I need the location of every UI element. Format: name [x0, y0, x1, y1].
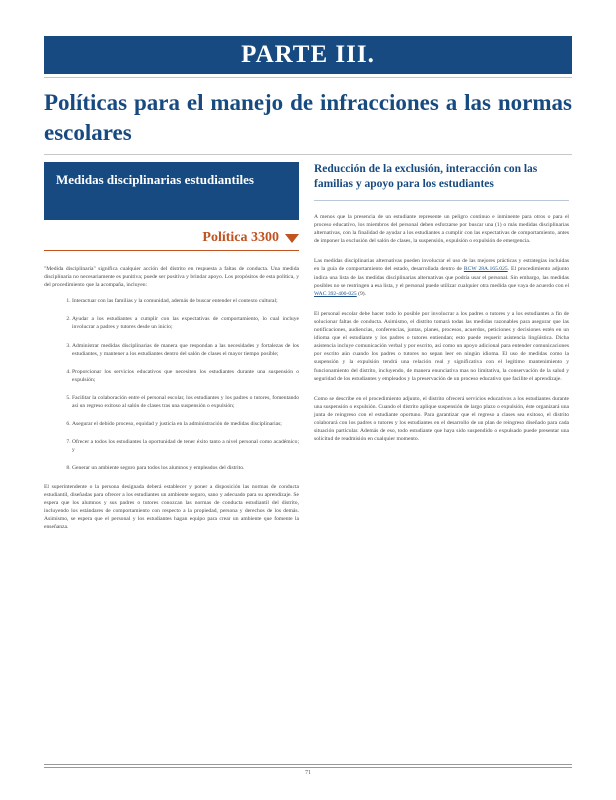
page-number: 71 — [305, 770, 311, 776]
superintendent-paragraph: El superintendente o la persona designada deberá establecer y poner a disposición las normas de conducta estudiantil, diseñadas para ofrecer a los estudiantes un ambiente seguro, sano y adecuado para su aprendizaje. Se espera que los alumnos y sus padres o tutores conozcan las normas de conducta estudiantil del distrito, incluyendo los estándares de comportamiento con respecto a la propiedad, persona y derechos de los demás. Asimismo, se espera que el personal y los estudiantes hagan equipo para crear un ambiente que fomente la enseñanza. — [44, 483, 299, 530]
section-title: PARTE III. — [241, 41, 375, 68]
exclusion-paragraph: A menos que la presencia de un estudiante represente un peligro continuo e inminente para otros o para el proceso educativo, los miembros del personal deben esforzarse por buscar una (1) o más medidas disciplinarias alternativas, con la finalidad de ayudar a los estudiantes a cumplir con las expectativas de comportamiento, antes de imponer la exclusión del salón de clases, la suspensión, expulsión o expulsión de emergencia. — [314, 214, 569, 245]
alternatives-text-2: . El procedimiento adjunto indica una lista de las medidas disciplinarias alternativas que podría usar el personal. Sin embargo, las medidas posibles no se restringen a esa lista, y el personal puede utilizar cualquier otra medida que vaya de acuerdo con el — [314, 266, 569, 289]
title-divider — [44, 154, 572, 155]
list-item: 1. Interactuar con las familias y la comunidad, además de buscar entender el contexto cultural; — [72, 297, 299, 305]
list-item: 8. Generar un ambiente seguro para todos los alumnos y empleados del distrito. — [72, 464, 299, 472]
list-item: 4. Proporcionar los servicios educativos que necesiten los estudiantes durante una suspensión o expulsión; — [72, 368, 299, 384]
left-section-header — [44, 162, 299, 220]
family-involvement-paragraph: El personal escolar debe hacer todo lo posible por involucrar a los padres o tutores y a los estudiantes a fin de solucionar faltas de conducta. Asimismo, el distrito tomará todas las medidas razonables para asegurar que las notificaciones, audiencias, conferencias, juntas, planes, procesos, acuerdos, peticiones y decisiones estén en un idioma que el estudiante y los padres o tutores entiendan; esto puede requerir asistencia lingüística. Dicha asistencia incluye comunicación verbal y por escrito, así como un apoyo adicional para entender comunicaciones por escrito aún cuando los padres o tutores no sepan leer en ningún idioma. El uso de medidas como la suspensión y la expulsión tendrá una relación real y significativa con el legítimo mantenimiento y funcionamiento del distrito, incluyendo, de manera enunciativa mas no limitativa, la conservación de la salud y seguridad de los estudiantes y empleados y la preservación de un proceso educativo que facilite el aprendizaje. — [314, 310, 569, 382]
right-heading-divider — [314, 200, 569, 201]
section-banner — [44, 36, 572, 74]
list-item: 3. Administrar medidas disciplinarias de manera que respondan a las necesidades y fortalezas de los estudiantes, y mantener a los estudiantes dentro del salón de clases el mayor tiempo posible; — [72, 342, 299, 358]
right-column — [314, 162, 569, 760]
intro-paragraph: "Medida disciplinaria" significa cualquier acción del distrito en respuesta a faltas de conducta. Una medida disciplinaria no necesariamente es punitiva; puede ser positiva y brindar apoyo. Los propósitos de esta política, y del procedimiento que la acompaña, incluyen: — [44, 266, 299, 289]
footer-rule-bottom — [44, 767, 572, 768]
reengagement-paragraph: Como se describe en el procedimiento adjunto, el distrito ofrecerá servicios educativos a los estudiantes durante una suspensión o expulsión. Cuando el distrito aplique suspensión de largo plazo o expulsión, éste organizará una junta de reingreso con el estudiante oportuno. Para garantizar que el regreso a clases sea exitoso, el distrito colaborará con los padres o tutores y los estudiantes en el desarrollo de un plan de reingreso diseñado para cada situación particular. Además de eso, todo estudiante que haya sido suspendido o expulsado puede presentar una solicitud de readmisión en cualquier momento. — [314, 395, 569, 443]
triangle-down-icon — [285, 234, 299, 243]
list-item: 7. Ofrecer a todos los estudiantes la oportunidad de tener éxito tanto a nivel personal como académico; y — [72, 438, 299, 454]
rcw-link[interactable]: RCW 28A.165.025 — [463, 266, 508, 273]
wac-link[interactable]: WAC 392-400-025 — [314, 290, 357, 297]
list-item: 2. Ayudar a los estudiantes a cumplir con las expectativas de comportamiento, lo cual incluye involucrar a padres y tutores desde un inicio; — [72, 315, 299, 331]
list-item: 5. Facilitar la colaboración entre el personal escolar, los estudiantes y los padres o tutores, fomentando así un regreso exitoso al salón de clases tras una suspensión o expulsión; — [72, 394, 299, 410]
alternatives-text-3: (9). — [356, 290, 367, 297]
list-item: 6. Asegurar el debido proceso, equidad y justicia en la administración de medidas disciplinarias; — [72, 420, 299, 428]
alternatives-text-1: Las medidas disciplinarias alternativas pueden involucrar el uso de las mejores prácticas y estrategias incluidas en la guía de comportamiento del estado, desarrollada dentro de — [314, 258, 569, 273]
page-title: Políticas para el manejo de infracciones a las normas escolares — [44, 90, 572, 145]
policy-row — [44, 228, 299, 248]
left-section-title: Medidas disciplinarias estudiantiles — [56, 172, 254, 187]
policy-divider — [44, 250, 299, 251]
purposes-list — [44, 297, 299, 472]
left-column — [44, 162, 299, 760]
alternatives-paragraph — [314, 257, 569, 297]
footer-rule-top — [44, 764, 572, 765]
policy-label: Política 3300 — [202, 230, 279, 245]
right-section-heading: Reducción de la exclusión, interacción con las familias y apoyo para los estudiantes — [314, 163, 538, 190]
banner-underline — [44, 77, 572, 78]
